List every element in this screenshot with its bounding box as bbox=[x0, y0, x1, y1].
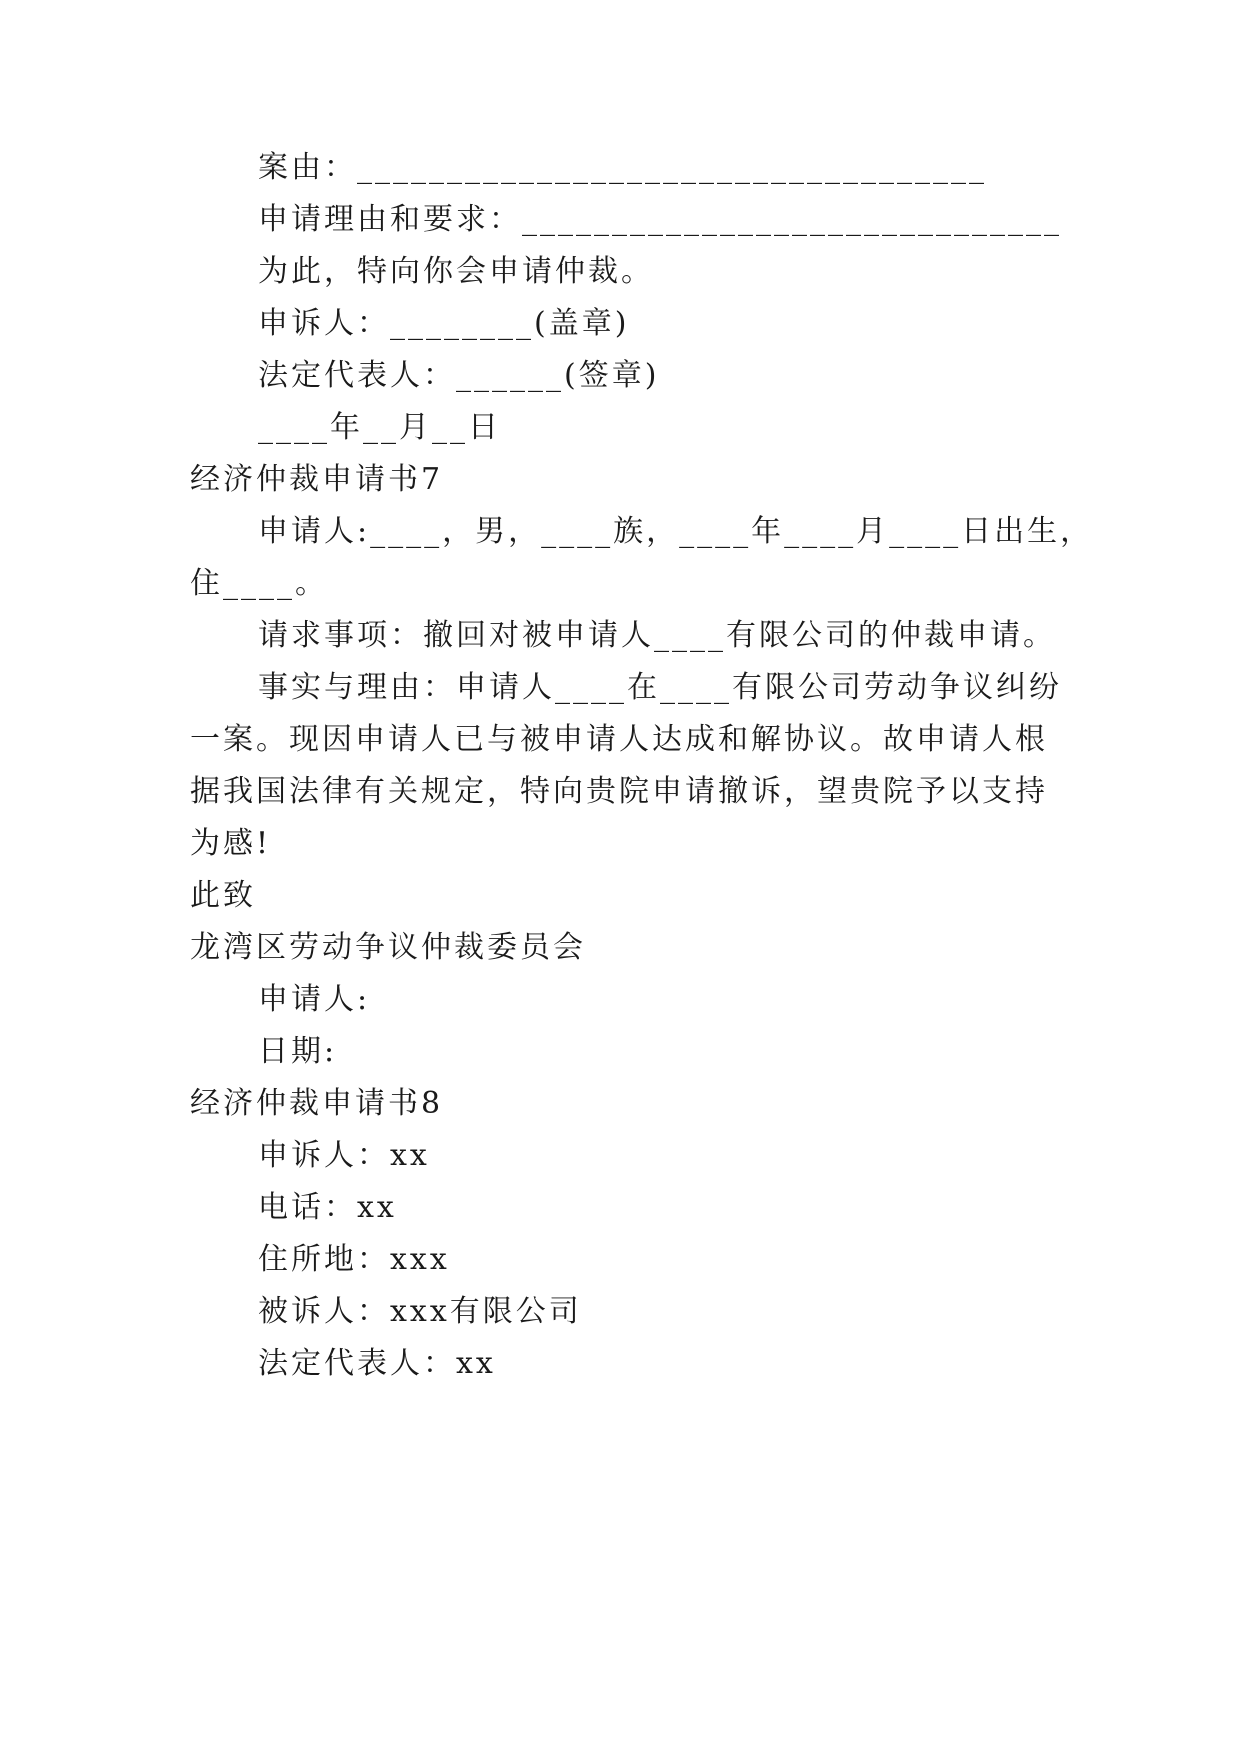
signature-date: 日期: bbox=[258, 1034, 338, 1069]
signature-applicant: 申请人: bbox=[258, 982, 371, 1017]
section-8-title: 经济仲裁申请书8 bbox=[190, 1086, 444, 1121]
section-7-title: 经济仲裁申请书7 bbox=[190, 462, 444, 497]
address-line: 住所地：xxx bbox=[258, 1242, 450, 1277]
respondent-line: 被诉人：xxx有限公司 bbox=[258, 1294, 582, 1329]
closing-statement: 为此，特向你会申请仲裁。 bbox=[258, 254, 654, 289]
date-line: ____年__月__日 bbox=[258, 410, 501, 445]
applicant-info-line: 申请人:____，男，____族，____年____月____日出生， bbox=[258, 514, 1094, 549]
facts-reasons-line-1: 事实与理由：申请人____在____有限公司劳动争议纠纷 bbox=[258, 670, 1062, 705]
legal-rep-sign-line: 法定代表人：______(签章) bbox=[258, 358, 660, 393]
recipient: 龙湾区劳动争议仲裁委员会 bbox=[190, 930, 586, 965]
facts-reasons-line-4: 为感! bbox=[190, 826, 272, 861]
complainant-line: 申诉人：xx bbox=[258, 1138, 430, 1173]
legal-rep-line: 法定代表人：xx bbox=[258, 1346, 496, 1381]
phone-line: 电话：xx bbox=[258, 1190, 397, 1225]
complainant-seal-line: 申诉人：________(盖章) bbox=[258, 306, 630, 341]
request-items-line: 请求事项：撤回对被申请人____有限公司的仲裁申请。 bbox=[258, 618, 1056, 653]
reason-request-line: 申请理由和要求：______________________________ bbox=[258, 202, 1062, 237]
facts-reasons-line-3: 据我国法律有关规定，特向贵院申请撤诉，望贵院予以支持 bbox=[190, 774, 1048, 809]
applicant-address-line: 住____。 bbox=[190, 566, 328, 601]
case-reason-line: 案由：___________________________________ bbox=[258, 150, 987, 185]
salutation: 此致 bbox=[190, 878, 256, 913]
facts-reasons-line-2: 一案。现因申请人已与被申请人达成和解协议。故申请人根 bbox=[190, 722, 1048, 757]
